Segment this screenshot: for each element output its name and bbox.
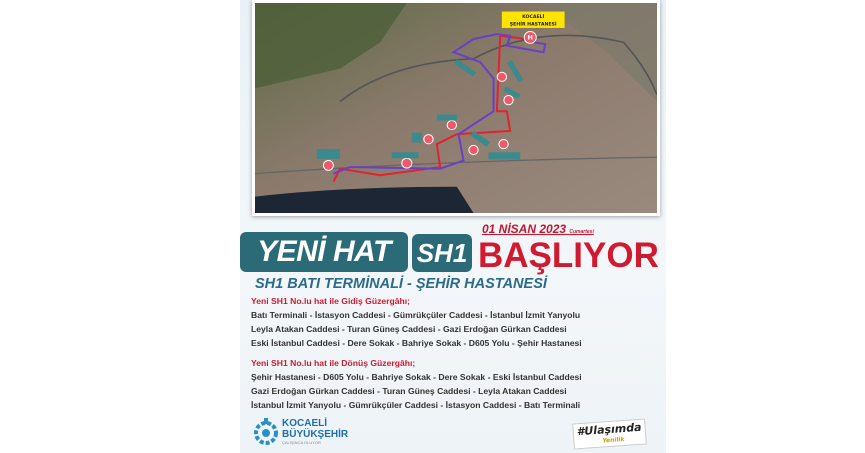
route-subtitle: SH1 BATI TERMİNALİ - ŞEHİR HASTANESİ — [255, 276, 547, 292]
start-date-weekday: Cumartesi — [569, 229, 594, 235]
hashtag-subtext: Yenilik — [602, 435, 625, 445]
title-banner — [238, 224, 668, 274]
hashtag-badge — [572, 418, 646, 449]
return-line: Gazi Erdoğan Gürkan Caddesi - Turan Güneş Caddesi - Leyla Atakan Caddesi — [251, 386, 567, 396]
hashtag-text: #Ulaşımda — [576, 420, 642, 439]
return-line: Şehir Hastanesi - D605 Yolu - Bahriye Sokak - Dere Sokak - Eski İstanbul Caddesi — [251, 372, 582, 382]
route-map — [252, 0, 660, 216]
line-code-badge: SH1 — [412, 234, 472, 272]
kocaeli-logo — [254, 418, 348, 446]
return-line: İstanbul İzmit Yanyolu - Gümrükçüler Caddesi - İstasyon Caddesi - Batı Terminali — [251, 400, 581, 410]
logo-line2: BÜYÜKŞEHİR — [282, 429, 349, 440]
municipality-emblem-icon — [254, 418, 278, 446]
start-date — [482, 222, 594, 236]
logo-line1: KOCAELİ — [282, 418, 327, 429]
return-route-section — [251, 356, 582, 412]
outbound-line: Leyla Atakan Caddesi - Turan Güneş Caddesi - Gazi Erdoğan Gürkan Caddesi — [251, 324, 567, 334]
outbound-route-section — [251, 294, 582, 350]
hospital-marker-icon: H — [527, 33, 534, 42]
start-date-text: 01 NİSAN 2023 — [482, 222, 567, 236]
hospital-label: KOCAELİ — [522, 15, 545, 21]
starts-heading: BAŞLIYOR — [478, 236, 659, 275]
outbound-line: Eski İstanbul Caddesi - Dere Sokak - Bahriye Sokak - D605 Yolu - Şehir Hastanesi — [251, 338, 582, 348]
logo-slogan: ÇALIŞINCA OLUYOR — [282, 440, 321, 445]
hospital-label: ŞEHİR HASTANESİ — [509, 22, 557, 28]
return-heading: Yeni SH1 No.lu hat ile Dönüş Güzergâhı; — [251, 358, 416, 368]
new-line-label: YENİ HAT — [240, 232, 408, 272]
outbound-line: Batı Terminali - İstasyon Caddesi - Gümrükçüler Caddesi - İstanbul İzmit Yanyolu — [251, 310, 581, 320]
outbound-heading: Yeni SH1 No.lu hat ile Gidiş Güzergâhı; — [251, 296, 411, 306]
